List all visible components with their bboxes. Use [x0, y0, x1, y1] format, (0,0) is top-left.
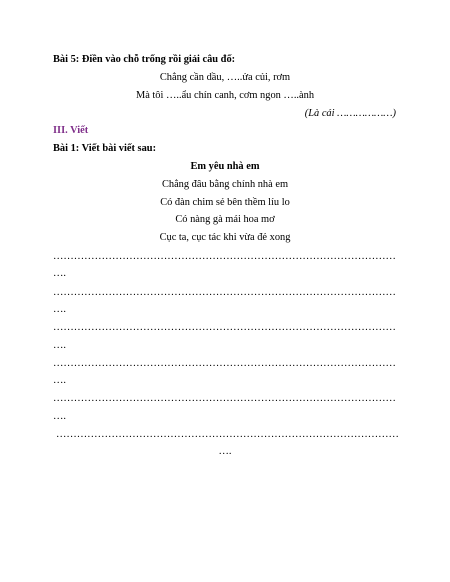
- exercise-5-title: Bài 5: Điền vào chỗ trống rồi giải câu đố:: [53, 54, 236, 65]
- writing-line[interactable]: ………………………………………………………………………………………: [53, 251, 396, 262]
- writing-line-end[interactable]: ….: [53, 268, 66, 279]
- writing-line[interactable]: ………………………………………………………………………………………: [56, 429, 399, 440]
- exercise-1-title: Bài 1: Viết bài viết sau:: [53, 143, 157, 154]
- poem-line: Chẳng đâu bằng chính nhà em: [161, 179, 289, 190]
- poem-line: Có nàng gà mái hoa mơ: [175, 214, 275, 225]
- writing-line-end[interactable]: ….: [53, 375, 66, 386]
- riddle-answer: (Là cái ………………): [304, 108, 396, 119]
- writing-line[interactable]: ………………………………………………………………………………………: [53, 322, 396, 333]
- writing-line[interactable]: ………………………………………………………………………………………: [53, 358, 396, 369]
- writing-line-end[interactable]: ….: [53, 340, 66, 351]
- section-title-writing: III. Viết: [53, 125, 89, 136]
- writing-line-end[interactable]: ….: [53, 411, 66, 422]
- writing-line[interactable]: ………………………………………………………………………………………: [53, 287, 396, 298]
- riddle-line-2: Mà tôi …..ẩu chín canh, cơm ngon …..ành: [135, 90, 315, 101]
- poem-line: Có đàn chim sẻ bên thềm líu lo: [160, 197, 290, 208]
- poem-title: Em yêu nhà em: [190, 161, 260, 172]
- writing-line[interactable]: ………………………………………………………………………………………: [53, 393, 396, 404]
- poem-line: Cục ta, cục tác khi vừa đẻ xong: [159, 232, 291, 243]
- riddle-line-1: Chẳng cần dầu, …..ửa củi, rơm: [159, 72, 291, 83]
- writing-line-final-end[interactable]: ….: [218, 446, 232, 457]
- writing-line-end[interactable]: ….: [53, 304, 66, 315]
